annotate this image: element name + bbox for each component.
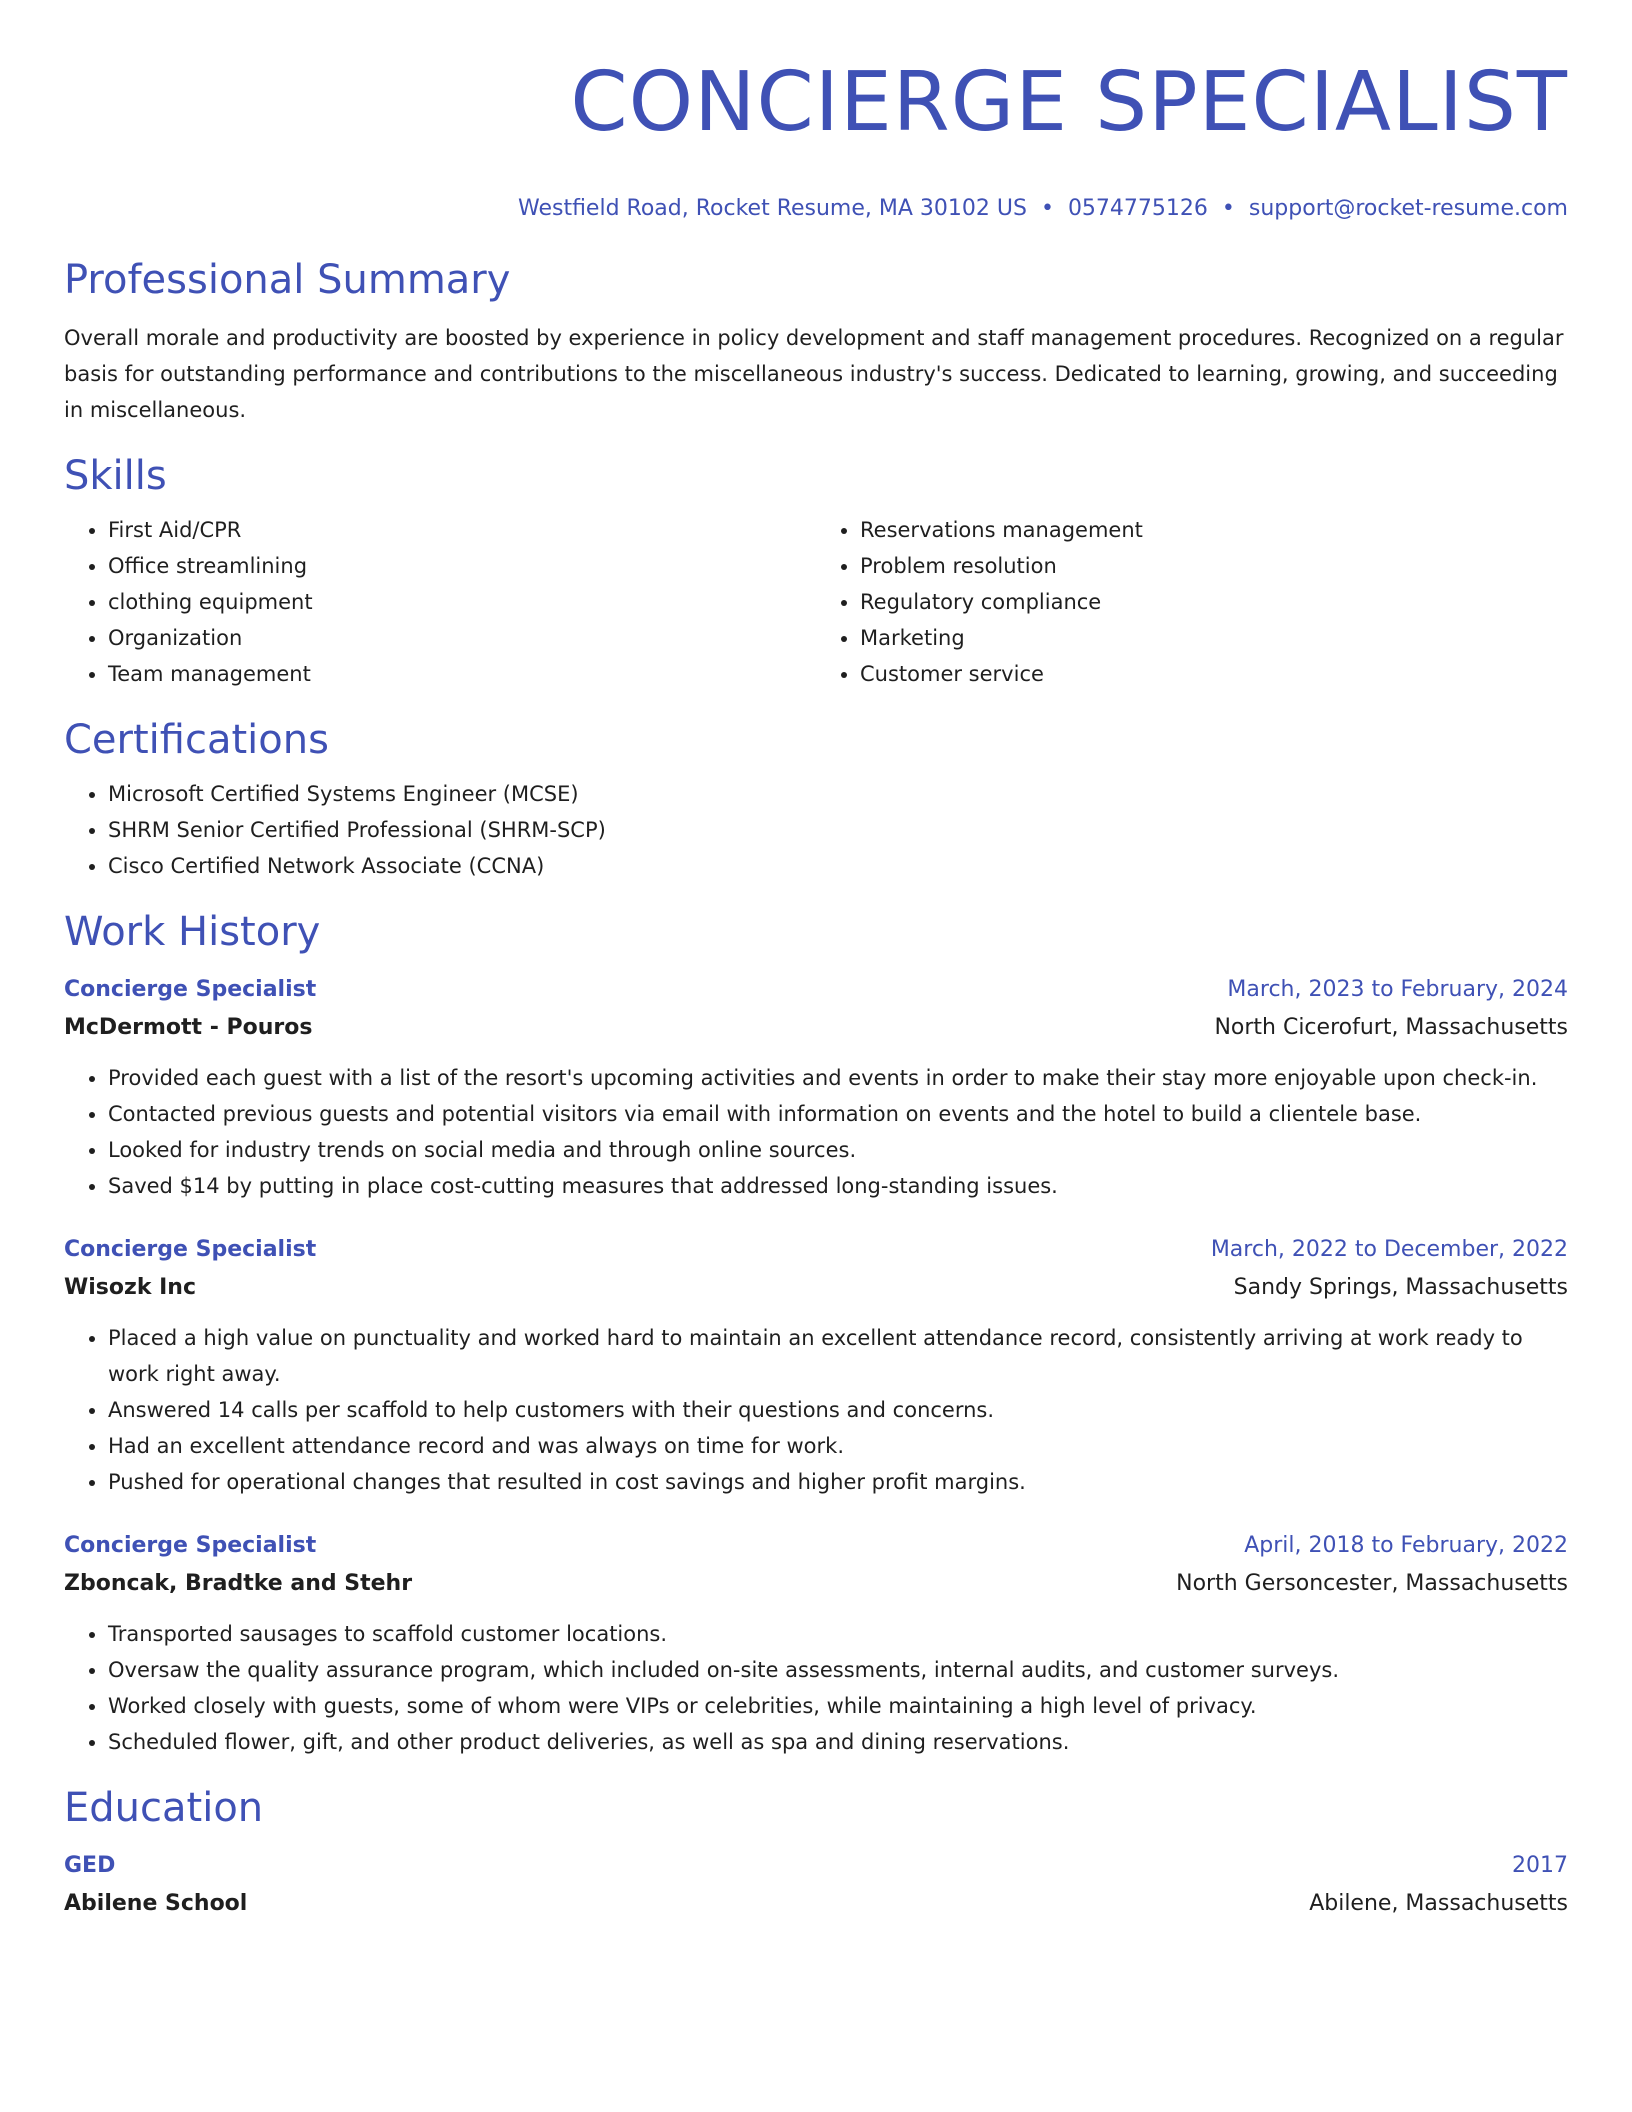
skill-item: • clothing equipment xyxy=(108,584,816,620)
skills-list-right xyxy=(816,512,1568,692)
job-dates: March, 2023 to February, 2024 xyxy=(1227,977,1568,1002)
job-bullets xyxy=(64,1060,1568,1204)
job-location: North Cicerofurt, Massachusetts xyxy=(1214,1015,1568,1040)
contact-line xyxy=(64,194,1568,224)
job-employer-row xyxy=(64,1268,1568,1308)
education-location: Abilene, Massachusetts xyxy=(1309,1891,1568,1916)
job-title: Concierge Specialist xyxy=(64,977,317,1002)
job-title: Concierge Specialist xyxy=(64,1533,317,1558)
job-bullet: • Contacted previous guests and potential visitors via email with information on events and the hotel to build a clientele base. xyxy=(108,1096,1568,1132)
job-employer: McDermott - Pouros xyxy=(64,1015,313,1040)
job-employer: Zboncak, Bradtke and Stehr xyxy=(64,1571,413,1596)
skill-item: • Team management xyxy=(108,656,816,692)
certifications-list xyxy=(64,776,1568,884)
skills-list-left xyxy=(64,512,816,692)
job-bullet: • Answered 14 calls per scaffold to help customers with their questions and concerns. xyxy=(108,1392,1568,1428)
skill-item: • Marketing xyxy=(860,620,1568,656)
job-entry xyxy=(64,1528,1568,1760)
job-header-row xyxy=(64,972,1568,1008)
skills-section xyxy=(64,450,1568,692)
job-bullet: • Oversaw the quality assurance program, which included on-site assessments, internal audits, and customer surveys. xyxy=(108,1652,1568,1688)
skill-item: • Customer service xyxy=(860,656,1568,692)
certification-item: • SHRM Senior Certified Professional (SHRM-SCP) xyxy=(108,812,1568,848)
job-employer-row xyxy=(64,1008,1568,1048)
skill-item: • Organization xyxy=(108,620,816,656)
job-bullet: • Pushed for operational changes that resulted in cost savings and higher profit margins. xyxy=(108,1464,1568,1500)
work-history-section xyxy=(64,906,1568,1760)
job-location: North Gersoncester, Massachusetts xyxy=(1176,1571,1568,1596)
job-header-row xyxy=(64,1528,1568,1564)
education-degree: GED xyxy=(64,1853,116,1878)
skills-heading: Skills xyxy=(64,453,167,499)
work-history-heading: Work History xyxy=(64,909,321,955)
job-entry xyxy=(64,1232,1568,1500)
contact-address: Westfield Road, Rocket Resume, MA 30102 US xyxy=(517,196,1027,221)
job-bullet: • Provided each guest with a list of the resort's upcoming activities and events in order to make their stay more enjoyable upon check-in. xyxy=(108,1060,1568,1096)
job-bullet: • Looked for industry trends on social media and through online sources. xyxy=(108,1132,1568,1168)
certifications-section xyxy=(64,714,1568,884)
job-bullet: • Worked closely with guests, some of whom were VIPs or celebrities, while maintaining a high level of privacy. xyxy=(108,1688,1568,1724)
summary-heading: Professional Summary xyxy=(64,257,511,303)
job-bullet: • Scheduled flower, gift, and other product deliveries, as well as spa and dining reservations. xyxy=(108,1724,1568,1760)
education-school: Abilene School xyxy=(64,1891,248,1916)
job-title: Concierge Specialist xyxy=(64,1237,317,1262)
job-employer: Wisozk Inc xyxy=(64,1275,196,1300)
certifications-heading: Certifications xyxy=(64,717,329,763)
education-school-row xyxy=(64,1884,1568,1924)
job-bullets xyxy=(64,1320,1568,1500)
job-bullet: • Had an excellent attendance record and was always on time for work. xyxy=(108,1428,1568,1464)
education-entry xyxy=(64,1848,1568,1924)
job-bullets xyxy=(64,1616,1568,1760)
education-section xyxy=(64,1782,1568,1924)
job-header-row xyxy=(64,1232,1568,1268)
skill-item: • Regulatory compliance xyxy=(860,584,1568,620)
job-location: Sandy Springs, Massachusetts xyxy=(1233,1275,1568,1300)
contact-phone: 0574775126 xyxy=(1067,196,1208,221)
education-header-row xyxy=(64,1848,1568,1884)
skill-item: • Problem resolution xyxy=(860,548,1568,584)
job-dates: April, 2018 to February, 2022 xyxy=(1244,1533,1568,1558)
education-year: 2017 xyxy=(1512,1853,1568,1878)
skill-item: • Reservations management xyxy=(860,512,1568,548)
job-bullet: • Transported sausages to scaffold customer locations. xyxy=(108,1616,1568,1652)
contact-separator: • xyxy=(1040,196,1054,221)
skills-grid xyxy=(64,512,1568,692)
skill-item: • Office streamlining xyxy=(108,548,816,584)
education-heading: Education xyxy=(64,1785,264,1831)
contact-email: support@rocket-resume.com xyxy=(1248,196,1568,221)
skill-item: • First Aid/CPR xyxy=(108,512,816,548)
summary-text: Overall morale and productivity are boosted by experience in policy development and staff management procedures. Recognized on a regular basis for outstanding performance and contributions to the miscellaneous industry's success. Dedicated to learning, growing, and succeeding in miscellaneous. xyxy=(64,326,1564,422)
job-dates: March, 2022 to December, 2022 xyxy=(1210,1237,1568,1262)
summary-section xyxy=(64,254,1568,428)
resume-name: CONCIERGE SPECIALIST xyxy=(570,55,1568,150)
job-employer-row xyxy=(64,1564,1568,1604)
contact-separator: • xyxy=(1221,196,1235,221)
certification-item: • Cisco Certified Network Associate (CCNA) xyxy=(108,848,1568,884)
job-bullet: • Placed a high value on punctuality and worked hard to maintain an excellent attendance record, consistently arriving at work ready to work right away. xyxy=(108,1320,1568,1392)
certification-item: • Microsoft Certified Systems Engineer (MCSE) xyxy=(108,776,1568,812)
job-entry xyxy=(64,972,1568,1204)
job-bullet: • Saved $14 by putting in place cost-cutting measures that addressed long-standing issues. xyxy=(108,1168,1568,1204)
